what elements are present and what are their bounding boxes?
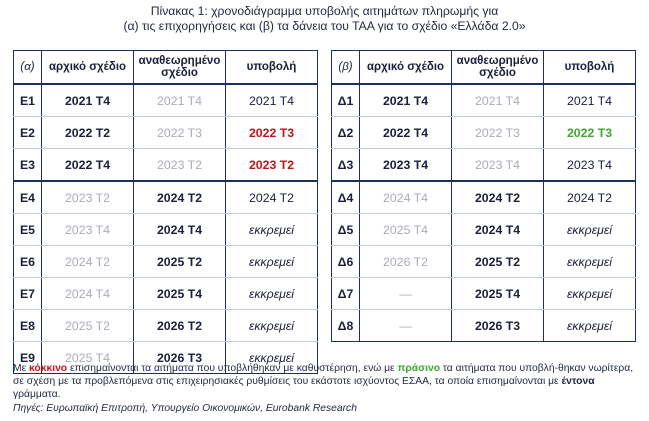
- submission-cell: 2021 Τ4: [544, 84, 636, 117]
- grants-table: [13, 50, 318, 374]
- row-id: Δ1: [332, 84, 360, 117]
- note-red-word: κόκκινο: [29, 363, 68, 374]
- original-plan-cell: 2024 Τ2: [42, 246, 134, 278]
- table-row: [332, 149, 636, 182]
- note-text: επισημαίνονται τα αιτήματα που υποβλήθηκαν με καθυστέρηση, ενώ με: [67, 363, 398, 374]
- submission-cell-pending: εκκρεμεί: [544, 246, 636, 278]
- submission-cell-late: 2023 Τ2: [226, 149, 318, 182]
- header-original-plan: αρχικό σχέδιο: [42, 51, 134, 85]
- revised-plan-cell: 2024 Τ2: [452, 181, 544, 214]
- submission-cell-early: 2022 Τ3: [544, 117, 636, 149]
- header-submission: υποβολή: [544, 51, 636, 85]
- row-id: Ε3: [14, 149, 42, 182]
- revised-plan-cell: 2023 Τ4: [452, 149, 544, 182]
- original-plan-cell: 2023 Τ4: [360, 149, 452, 182]
- table-row: [332, 310, 636, 342]
- header-id: (α): [14, 51, 42, 85]
- submission-cell: 2024 Τ2: [226, 181, 318, 214]
- original-plan-cell: 2022 Τ4: [360, 117, 452, 149]
- submission-cell: 2024 Τ2: [544, 181, 636, 214]
- original-plan-cell: 2021 Τ4: [42, 84, 134, 117]
- original-plan-cell: 2025 Τ4: [360, 214, 452, 246]
- original-plan-cell: —: [360, 310, 452, 342]
- revised-plan-cell: 2025 Τ2: [134, 246, 226, 278]
- revised-plan-cell: 2025 Τ2: [452, 246, 544, 278]
- table-row: [14, 117, 318, 149]
- header-revised-plan: αναθεωρημένο σχέδιο: [134, 51, 226, 85]
- original-plan-cell: 2024 Τ4: [360, 181, 452, 214]
- row-id: Δ6: [332, 246, 360, 278]
- revised-plan-cell: 2023 Τ2: [134, 149, 226, 182]
- row-id: Ε6: [14, 246, 42, 278]
- table-row: [14, 310, 318, 342]
- caption-line-2: (α) τις επιχορηγήσεις και (β) τα δάνεια του ΤΑΑ για το σχέδιο «Ελλάδα 2.0»: [123, 19, 526, 33]
- row-id: Ε9: [14, 342, 42, 374]
- row-id: Δ8: [332, 310, 360, 342]
- revised-plan-cell: 2022 Τ3: [134, 117, 226, 149]
- table-row: [14, 246, 318, 278]
- revised-plan-cell: 2026 Τ3: [134, 342, 226, 374]
- submission-cell-pending: εκκρεμεί: [566, 318, 613, 333]
- header-original-plan: αρχικό σχέδιο: [360, 51, 452, 85]
- original-plan-cell: 2023 Τ4: [42, 214, 134, 246]
- footnote: [13, 362, 635, 401]
- submission-cell-late: 2022 Τ3: [226, 117, 318, 149]
- note-text: Με: [13, 363, 30, 374]
- header-id: (β): [332, 51, 360, 85]
- revised-plan-cell: 2025 Τ4: [452, 278, 544, 310]
- submission-cell: 2021 Τ4: [226, 84, 318, 117]
- table-row: [332, 117, 636, 149]
- revised-plan-cell: 2025 Τ4: [134, 278, 226, 310]
- table-row: [332, 246, 636, 278]
- table-header-row: [14, 51, 318, 85]
- table-row: [332, 181, 636, 214]
- row-id: Ε2: [14, 117, 42, 149]
- caption-line-1: Πίνακας 1: χρονοδιάγραμμα υποβολής αιτημάτων πληρωμής για: [150, 4, 499, 18]
- table-row: [14, 278, 318, 310]
- row-id: Δ2: [332, 117, 360, 149]
- submission-cell-pending: εκκρεμεί: [226, 214, 318, 246]
- table-row: [332, 278, 636, 310]
- table-row: [14, 84, 318, 117]
- revised-plan-cell: 2022 Τ3: [452, 117, 544, 149]
- original-plan-cell: —: [360, 278, 452, 310]
- header-submission: υποβολή: [226, 51, 318, 85]
- note-text: τα αιτήματα που υποβλή-θηκαν νωρίτερα, σε σχέση με τα προβλεπόμενα στις επιχειρησιακές ρυθμίσεις του εκάστοτε ισχύοντος ΕΣΑΑ, τα οποία επισημαίνονται με: [13, 363, 634, 387]
- table-caption: [0, 4, 649, 34]
- table-row: [332, 214, 636, 246]
- revised-plan-cell: 2021 Τ4: [452, 84, 544, 117]
- original-plan-cell: 2022 Τ4: [42, 149, 134, 182]
- row-id: Ε7: [14, 278, 42, 310]
- original-plan-cell: 2025 Τ2: [42, 310, 134, 342]
- submission-cell-pending: εκκρεμεί: [248, 350, 295, 365]
- submission-cell-pending: εκκρεμεί: [544, 278, 636, 310]
- row-id: Δ3: [332, 149, 360, 182]
- submission-cell-pending: εκκρεμεί: [226, 278, 318, 310]
- table-row: [14, 181, 318, 214]
- submission-cell-pending: εκκρεμεί: [226, 246, 318, 278]
- original-plan-cell: 2024 Τ4: [42, 278, 134, 310]
- original-plan-cell: 2026 Τ2: [360, 246, 452, 278]
- loans-table: [331, 50, 636, 342]
- row-id: Ε4: [14, 181, 42, 214]
- original-plan-cell: 2023 Τ2: [42, 181, 134, 214]
- row-id: Δ5: [332, 214, 360, 246]
- revised-plan-cell: 2024 Τ4: [452, 214, 544, 246]
- row-id: Ε1: [14, 84, 42, 117]
- original-plan-cell: 2025 Τ4: [42, 342, 134, 374]
- original-plan-cell: 2021 Τ4: [360, 84, 452, 117]
- revised-plan-cell: 2024 Τ4: [134, 214, 226, 246]
- note-text: γράμματα.: [13, 389, 61, 400]
- revised-plan-cell: 2026 Τ2: [134, 310, 226, 342]
- row-id: Δ7: [332, 278, 360, 310]
- note-bold-word: έντονα: [561, 376, 595, 387]
- table-header-row: [332, 51, 636, 85]
- sources-line: Πηγές: Ευρωπαϊκή Επιτροπή, Υπουργείο Οικονομικών, Eurobank Research: [13, 403, 357, 414]
- table-row: [332, 84, 636, 117]
- row-id: Ε5: [14, 214, 42, 246]
- revised-plan-cell: 2024 Τ2: [134, 181, 226, 214]
- note-green-word: πράσινο: [397, 363, 441, 374]
- submission-cell: 2023 Τ4: [544, 149, 636, 182]
- original-plan-cell: 2022 Τ2: [42, 117, 134, 149]
- table-row: [14, 214, 318, 246]
- row-id: Ε8: [14, 310, 42, 342]
- submission-cell-pending: εκκρεμεί: [544, 214, 636, 246]
- revised-plan-cell: 2026 Τ3: [452, 310, 544, 342]
- submission-cell-pending: εκκρεμεί: [226, 310, 318, 342]
- table-row: [14, 149, 318, 182]
- header-revised-plan: αναθεωρημένο σχέδιο: [452, 51, 544, 85]
- row-id: Δ4: [332, 181, 360, 214]
- revised-plan-cell: 2021 Τ4: [134, 84, 226, 117]
